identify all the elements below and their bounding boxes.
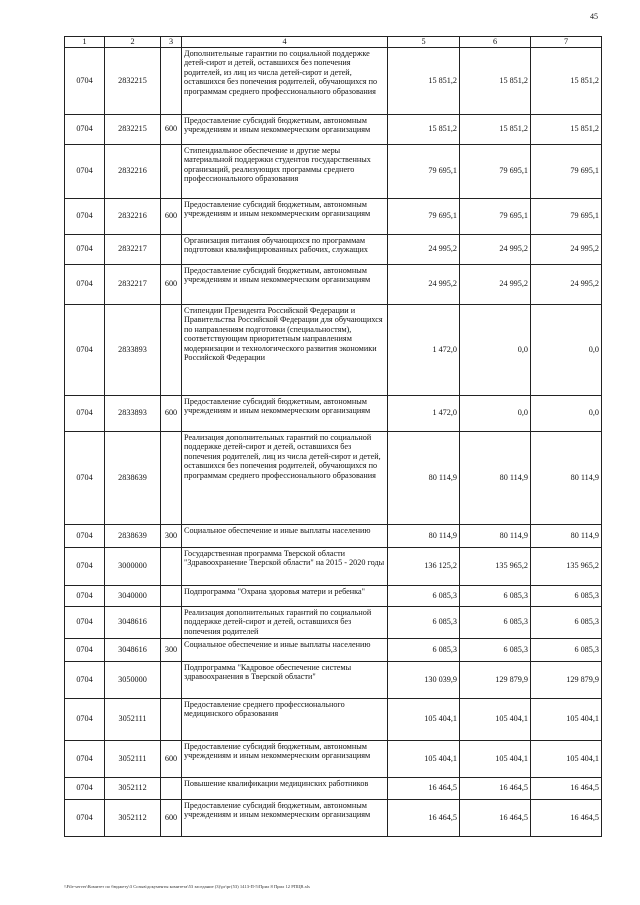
cell-value-col7: 24 995,2 [531, 264, 602, 304]
cell-name: Социальное обеспечение и иные выплаты населению [182, 638, 388, 661]
cell-section: 0704 [65, 431, 105, 524]
cell-expense-type [161, 47, 182, 114]
table-row [65, 777, 602, 799]
cell-name: Предоставление субсидий бюджетным, автономным учреждениям и иным некоммерческим организациям [182, 740, 388, 777]
cell-section: 0704 [65, 547, 105, 585]
cell-value-col5: 15 851,2 [388, 114, 460, 144]
cell-section: 0704 [65, 304, 105, 395]
cell-target: 3052111 [105, 698, 161, 740]
cell-section: 0704 [65, 777, 105, 799]
footer-file-path: \\File-server\Комитет по бюджету\3 Созыв\документы комитета\53 заседание (3)\рг\рг(53) 1413-П-5\Прил 8 Прил 12 РПЦВ.xls [64, 884, 310, 889]
table-row [65, 524, 602, 547]
cell-expense-type: 300 [161, 524, 182, 547]
cell-target: 3052112 [105, 799, 161, 836]
cell-value-col5: 6 085,3 [388, 585, 460, 606]
cell-section: 0704 [65, 47, 105, 114]
table-row [65, 547, 602, 585]
cell-value-col7: 129 879,9 [531, 661, 602, 698]
cell-value-col7: 6 085,3 [531, 585, 602, 606]
cell-section: 0704 [65, 606, 105, 638]
cell-value-col6: 105 404,1 [460, 698, 531, 740]
table-row [65, 606, 602, 638]
cell-value-col6: 24 995,2 [460, 234, 531, 264]
cell-target: 2832217 [105, 264, 161, 304]
table-row [65, 198, 602, 234]
cell-target: 3040000 [105, 585, 161, 606]
cell-expense-type [161, 698, 182, 740]
cell-section: 0704 [65, 585, 105, 606]
cell-name: Реализация дополнительных гарантий по социальной поддержке детей-сирот и детей, оставшихся без попечения родителей, лиц из числа детей-сирот и детей, оставшихся без попечения родителей, обучающихся по программам среднего профессионального образования [182, 431, 388, 524]
cell-expense-type [161, 777, 182, 799]
cell-value-col5: 6 085,3 [388, 606, 460, 638]
header-col-6: 6 [460, 37, 531, 48]
cell-expense-type: 600 [161, 395, 182, 431]
cell-expense-type [161, 144, 182, 198]
cell-value-col5: 16 464,5 [388, 799, 460, 836]
table-row [65, 698, 602, 740]
cell-expense-type [161, 431, 182, 524]
header-col-5: 5 [388, 37, 460, 48]
cell-value-col5: 80 114,9 [388, 524, 460, 547]
cell-name: Социальное обеспечение и иные выплаты населению [182, 524, 388, 547]
cell-value-col5: 1 472,0 [388, 395, 460, 431]
cell-section: 0704 [65, 114, 105, 144]
cell-target: 3048616 [105, 606, 161, 638]
cell-section: 0704 [65, 740, 105, 777]
cell-expense-type [161, 585, 182, 606]
table-row [65, 304, 602, 395]
cell-section: 0704 [65, 144, 105, 198]
cell-value-col6: 6 085,3 [460, 638, 531, 661]
cell-value-col7: 79 695,1 [531, 198, 602, 234]
cell-value-col6: 16 464,5 [460, 799, 531, 836]
header-col-1: 1 [65, 37, 105, 48]
cell-value-col7: 79 695,1 [531, 144, 602, 198]
cell-value-col5: 1 472,0 [388, 304, 460, 395]
cell-value-col7: 80 114,9 [531, 524, 602, 547]
cell-value-col7: 15 851,2 [531, 114, 602, 144]
cell-value-col7: 105 404,1 [531, 698, 602, 740]
cell-target: 2838639 [105, 431, 161, 524]
table-row [65, 799, 602, 836]
cell-value-col6: 80 114,9 [460, 431, 531, 524]
cell-target: 2832215 [105, 114, 161, 144]
cell-target: 3000000 [105, 547, 161, 585]
cell-expense-type: 300 [161, 638, 182, 661]
table-body [65, 47, 602, 836]
cell-value-col7: 0,0 [531, 395, 602, 431]
header-col-4: 4 [182, 37, 388, 48]
cell-value-col5: 80 114,9 [388, 431, 460, 524]
cell-target: 3052111 [105, 740, 161, 777]
cell-value-col6: 135 965,2 [460, 547, 531, 585]
cell-expense-type: 600 [161, 740, 182, 777]
cell-value-col7: 0,0 [531, 304, 602, 395]
cell-expense-type [161, 234, 182, 264]
cell-target: 2832215 [105, 47, 161, 114]
cell-value-col7: 80 114,9 [531, 431, 602, 524]
cell-section: 0704 [65, 799, 105, 836]
cell-name: Повышение квалификации медицинских работников [182, 777, 388, 799]
cell-value-col5: 105 404,1 [388, 740, 460, 777]
cell-value-col6: 0,0 [460, 304, 531, 395]
cell-value-col6: 0,0 [460, 395, 531, 431]
cell-value-col7: 6 085,3 [531, 638, 602, 661]
cell-value-col7: 105 404,1 [531, 740, 602, 777]
cell-expense-type [161, 304, 182, 395]
table-row [65, 638, 602, 661]
table-row [65, 264, 602, 304]
cell-value-col6: 15 851,2 [460, 47, 531, 114]
cell-target: 2833893 [105, 304, 161, 395]
cell-name: Стипендиальное обеспечение и другие меры материальной поддержки студентов государственных организаций, реализующих программы среднего профессионального образования [182, 144, 388, 198]
cell-section: 0704 [65, 698, 105, 740]
table-row [65, 395, 602, 431]
cell-value-col7: 16 464,5 [531, 777, 602, 799]
cell-name: Стипендии Президента Российской Федерации и Правительства Российской Федерации для обучающихся по направлениям подготовки (специальностям), соответствующим приоритетным направлениям модернизации и технологического развития экономики Российской Федерации [182, 304, 388, 395]
cell-expense-type [161, 547, 182, 585]
cell-value-col7: 15 851,2 [531, 47, 602, 114]
cell-value-col5: 6 085,3 [388, 638, 460, 661]
cell-name: Организация питания обучающихся по программам подготовки квалифицированных рабочих, служащих [182, 234, 388, 264]
cell-section: 0704 [65, 234, 105, 264]
cell-value-col5: 130 039,9 [388, 661, 460, 698]
cell-name: Предоставление субсидий бюджетным, автономным учреждениям и иным некоммерческим организациям [182, 114, 388, 144]
cell-target: 2832216 [105, 198, 161, 234]
cell-name: Подпрограмма "Охрана здоровья матери и ребенка" [182, 585, 388, 606]
table-row [65, 144, 602, 198]
cell-section: 0704 [65, 524, 105, 547]
cell-target: 2838639 [105, 524, 161, 547]
cell-target: 3052112 [105, 777, 161, 799]
cell-section: 0704 [65, 395, 105, 431]
budget-table [64, 36, 602, 837]
table-row [65, 661, 602, 698]
cell-value-col6: 24 995,2 [460, 264, 531, 304]
cell-name: Реализация дополнительных гарантий по социальной поддержке детей-сирот и детей, оставшихся без попечения родителей [182, 606, 388, 638]
cell-value-col5: 79 695,1 [388, 144, 460, 198]
table-row [65, 47, 602, 114]
header-col-7: 7 [531, 37, 602, 48]
cell-section: 0704 [65, 198, 105, 234]
cell-name: Дополнительные гарантии по социальной поддержке детей-сирот и детей, оставшихся без попечения родителей, из лиц из числа детей-сирот и детей, оставшихся без попечения родителей, обучающихся по программам среднего профессионального образования [182, 47, 388, 114]
header-row [65, 37, 602, 48]
cell-value-col6: 15 851,2 [460, 114, 531, 144]
cell-value-col6: 80 114,9 [460, 524, 531, 547]
table-row [65, 740, 602, 777]
cell-value-col7: 24 995,2 [531, 234, 602, 264]
cell-target: 2832216 [105, 144, 161, 198]
cell-name: Государственная программа Тверской области "Здравоохранение Тверской области" на 2015 - 2020 годы [182, 547, 388, 585]
cell-target: 2832217 [105, 234, 161, 264]
cell-target: 3048616 [105, 638, 161, 661]
header-col-2: 2 [105, 37, 161, 48]
cell-name: Предоставление субсидий бюджетным, автономным учреждениям и иным некоммерческим организациям [182, 198, 388, 234]
table-row [65, 234, 602, 264]
cell-section: 0704 [65, 661, 105, 698]
cell-value-col6: 129 879,9 [460, 661, 531, 698]
cell-value-col5: 105 404,1 [388, 698, 460, 740]
cell-value-col6: 105 404,1 [460, 740, 531, 777]
cell-expense-type: 600 [161, 799, 182, 836]
cell-value-col7: 135 965,2 [531, 547, 602, 585]
header-col-3: 3 [161, 37, 182, 48]
cell-expense-type: 600 [161, 114, 182, 144]
cell-name: Предоставление субсидий бюджетным, автономным учреждениям и иным некоммерческим организациям [182, 799, 388, 836]
table-row [65, 585, 602, 606]
cell-expense-type [161, 606, 182, 638]
cell-expense-type: 600 [161, 198, 182, 234]
cell-section: 0704 [65, 638, 105, 661]
cell-value-col6: 6 085,3 [460, 606, 531, 638]
cell-section: 0704 [65, 264, 105, 304]
cell-value-col7: 16 464,5 [531, 799, 602, 836]
cell-value-col6: 79 695,1 [460, 144, 531, 198]
cell-value-col5: 15 851,2 [388, 47, 460, 114]
cell-target: 3050000 [105, 661, 161, 698]
table-row [65, 431, 602, 524]
table-row [65, 114, 602, 144]
cell-name: Предоставление субсидий бюджетным, автономным учреждениям и иным некоммерческим организациям [182, 264, 388, 304]
cell-target: 2833893 [105, 395, 161, 431]
cell-value-col6: 6 085,3 [460, 585, 531, 606]
cell-expense-type [161, 661, 182, 698]
cell-name: Предоставление субсидий бюджетным, автономным учреждениям и иным некоммерческим организациям [182, 395, 388, 431]
cell-name: Предоставление среднего профессионального медицинского образования [182, 698, 388, 740]
cell-value-col5: 24 995,2 [388, 264, 460, 304]
cell-expense-type: 600 [161, 264, 182, 304]
page-number: 45 [590, 12, 598, 21]
cell-value-col6: 16 464,5 [460, 777, 531, 799]
cell-value-col7: 6 085,3 [531, 606, 602, 638]
cell-value-col5: 24 995,2 [388, 234, 460, 264]
cell-value-col6: 79 695,1 [460, 198, 531, 234]
cell-value-col5: 79 695,1 [388, 198, 460, 234]
cell-name: Подпрограмма "Кадровое обеспечение системы здравоохранения в Тверской области" [182, 661, 388, 698]
cell-value-col5: 16 464,5 [388, 777, 460, 799]
cell-value-col5: 136 125,2 [388, 547, 460, 585]
